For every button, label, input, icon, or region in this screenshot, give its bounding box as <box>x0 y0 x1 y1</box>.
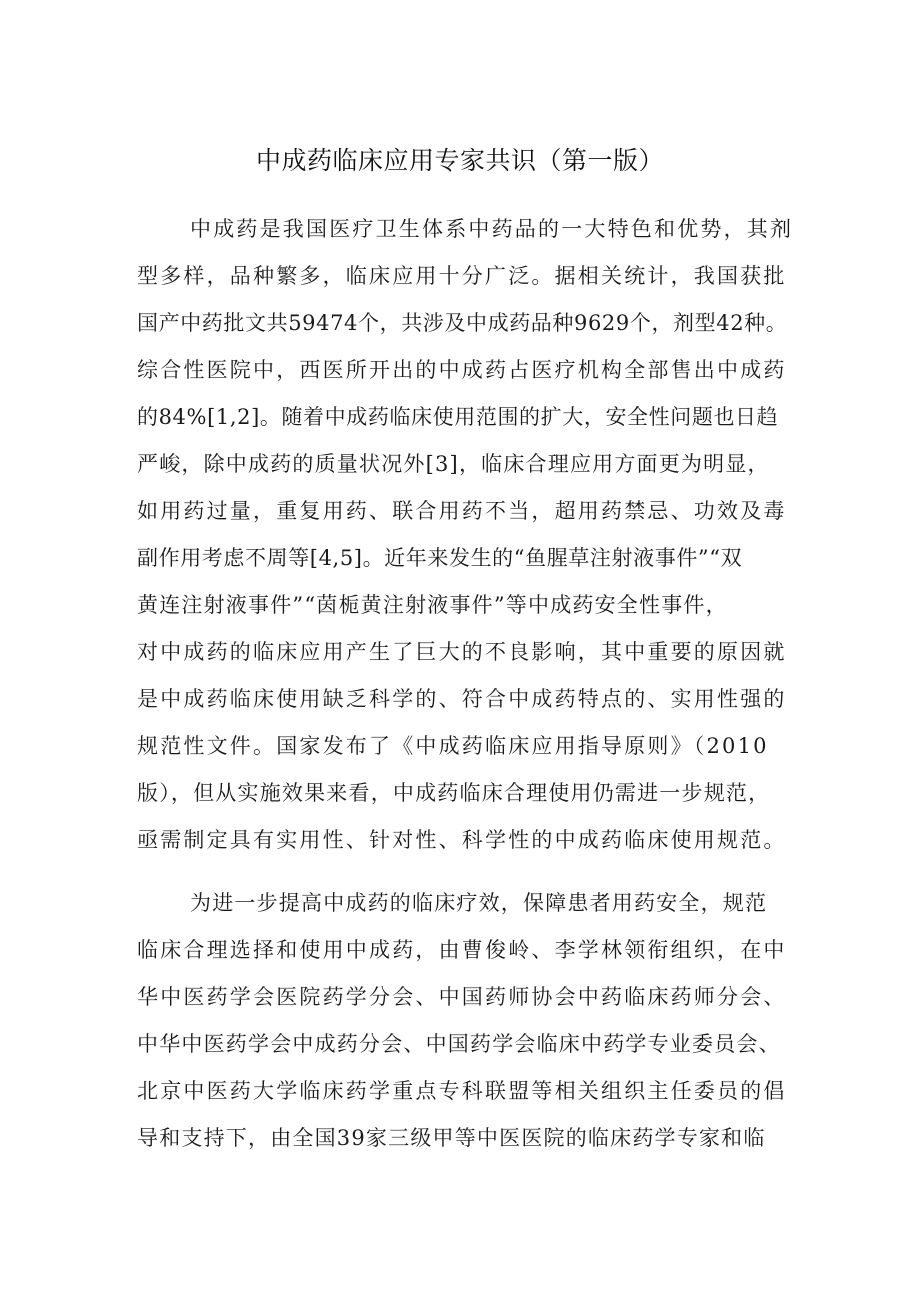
paragraph-1-line-8: 副作用考虑不周等[4,5]。近年来发生的“鱼腥草注射液事件”“双 <box>137 546 743 570</box>
paragraph-1-line-10: 对中成药的临床应用产生了巨大的不良影响，其中重要的原因就 <box>137 640 787 664</box>
paragraph-2-line-3: 华中医药学会医院药学分会、中国药师协会中药临床药师分会、 <box>137 985 787 1009</box>
paragraph-1-line-14: 亟需制定具有实用性、针对性、科学性的中成药临床使用规范。 <box>137 828 787 852</box>
paragraph-1-line-4: 综合性医院中，西医所开出的中成药占医疗机构全部售出中成药 <box>137 358 787 382</box>
paragraph-1-line-2: 型多样，品种繁多，临床应用十分广泛。据相关统计，我国获批 <box>137 264 787 288</box>
paragraph-2-line-5: 北京中医药大学临床药学重点专科联盟等相关组织主任委员的倡 <box>137 1079 787 1103</box>
paragraph-1-line-9: 黄连注射液事件”“茵栀黄注射液事件”等中成药安全性事件， <box>137 593 728 617</box>
paragraph-1-line-13: 版），但从实施效果来看，中成药临床合理使用仍需进一步规范， <box>137 781 771 805</box>
paragraph-2-line-1: 为进一步提高中成药的临床疗效，保障患者用药安全，规范 <box>190 891 768 915</box>
paragraph-1-line-12: 规范性文件。国家发布了《中成药临床应用指导原则》（2010 <box>137 734 769 758</box>
paragraph-1-line-6: 严峻，除中成药的质量状况外[3]，临床合理应用方面更为明显， <box>137 452 770 476</box>
paragraph-1-line-1: 中成药是我国医疗卫生体系中药品的一大特色和优势，其剂 <box>190 217 794 241</box>
paragraph-1-line-3: 国产中药批文共59474个，共涉及中成药品种9629个，剂型42种。 <box>137 311 788 335</box>
paragraph-2-line-2: 临床合理选择和使用中成药，由曹俊岭、李学林领衔组织，在中 <box>137 938 787 962</box>
paragraph-2-line-4: 中华中医药学会中成药分会、中国药学会临床中药学专业委员会、 <box>137 1032 781 1056</box>
document-title: 中成药临床应用专家共识（第一版） <box>255 146 664 175</box>
paragraph-1-line-7: 如用药过量，重复用药、联合用药不当，超用药禁忌、功效及毒 <box>137 499 787 523</box>
paragraph-2-line-6: 导和支持下，由全国39家三级甲等中医医院的临床药学专家和临 <box>137 1126 766 1150</box>
paragraph-1-line-5: 的84%[1,2]。随着中成药临床使用范围的扩大，安全性问题也日趋 <box>137 405 779 429</box>
paragraph-1-line-11: 是中成药临床使用缺乏科学的、符合中成药特点的、实用性强的 <box>137 687 787 711</box>
